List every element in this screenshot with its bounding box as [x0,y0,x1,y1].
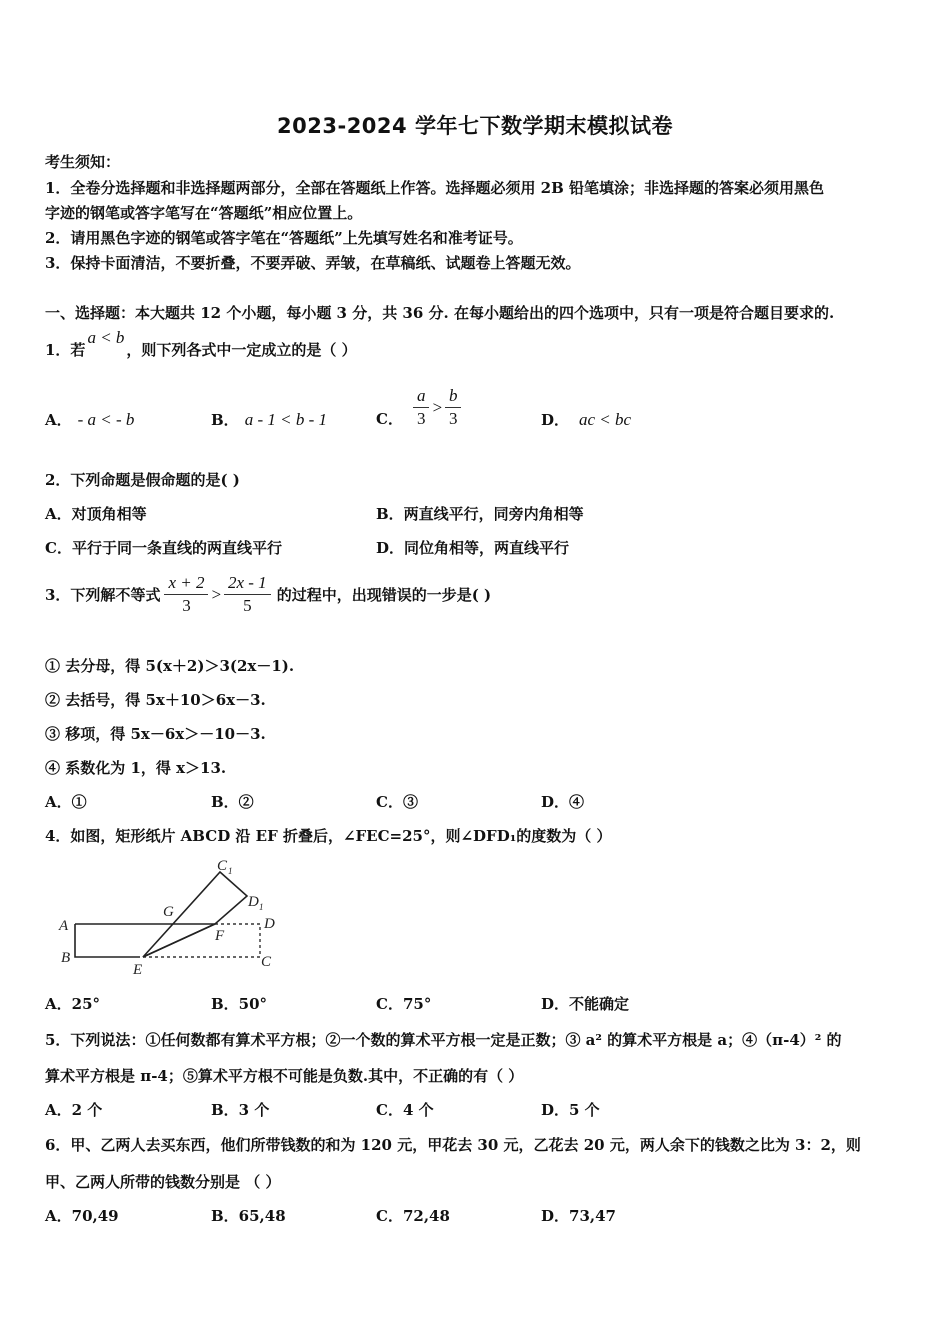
q1-c-frac-2 [445,385,462,430]
notice-line-1b: 字迹的钢笔或答字笔写在“答题纸”相应位置上。 [45,204,363,222]
q1-c-label: C． [376,409,403,428]
q6-option-a: A．70,49 [45,1207,119,1225]
label-d1-sub: 1 [259,902,264,912]
q3-option-a: A．① [45,793,87,811]
section-header: 一、选择题：本大题共 12 个小题，每小题 3 分，共 36 分. 在每小题给出的四个选项中，只有一项是符合题目要求的. [45,304,835,322]
notice-line-1a: 1．全卷分选择题和非选择题两部分，全部在答题纸上作答。选择题必须用 2B 铅笔填涂；非选择题的答案必须用黑色 [45,179,825,197]
label-c1: C [217,858,228,874]
q1-c-num-2: b [445,385,462,408]
q4-option-b: B．50° [211,995,268,1013]
q6-option-d: D．73,47 [541,1207,616,1225]
q3-op: > [210,584,222,604]
q1-c-frac-1 [413,385,430,430]
q3-den-1: 3 [182,596,191,615]
q1-stem [45,328,357,360]
notice-line-3: 3．保持卡面清洁，不要折叠，不要弄破、弄皱，在草稿纸、试题卷上答题无效。 [45,254,581,272]
q3-option-b: B．② [211,793,254,811]
label-f: F [215,928,225,944]
q1-c-den-1: 3 [416,409,426,428]
q1-c-op: > [431,397,443,417]
q2-option-a: A．对顶角相等 [45,505,147,523]
q2-option-c: C．平行于同一条直线的两直线平行 [45,539,282,557]
folded-flap [143,872,247,957]
q1-a-text: - a < - b [77,410,135,429]
q1-condition: a < b [87,328,125,347]
notice-line-2: 2．请用黑色字迹的钢笔或答字笔在“答题纸”上先填写姓名和准考证号。 [45,229,523,247]
q5-option-a: A．2 个 [45,1101,103,1119]
q2-option-d: D．同位角相等，两直线平行 [376,539,570,557]
q3-prefix: 3．下列解不等式 [45,585,161,604]
q1-a-label: A． [45,411,72,429]
q3-den-2: 5 [243,596,252,615]
q3-num-2: 2x - 1 [224,572,271,595]
label-b: B [61,950,71,966]
q1-c-num-1: a [413,385,430,408]
q3-frac-1 [164,572,208,617]
label-d: D [264,916,275,932]
q5-line-1: 5．下列说法：①任何数都有算术平方根；②一个数的算术平方根一定是正数；③ a² 的算术平方根是 a；④（π-4）² 的 [45,1031,842,1049]
q4-option-a: A．25° [45,995,101,1013]
q1-option-a [45,410,134,430]
q2-stem: 2．下列命题是假命题的是( ) [45,471,240,489]
q5-option-b: B．3 个 [211,1101,270,1119]
q3-frac-2 [224,572,271,617]
notice-heading: 考生须知： [45,153,121,171]
q1-b-label: B． [211,411,239,429]
label-a: A [59,918,69,934]
q3-option-d: D．④ [541,793,585,811]
q3-step-1: ① 去分母，得 5(x＋2)＞3(2x－1). [45,657,295,675]
q2-option-b: B．两直线平行，同旁内角相等 [376,505,584,523]
q1-c-den-2: 3 [448,409,458,428]
q3-num-1: x + 2 [164,572,208,595]
q3-step-4: ④ 系数化为 1，得 x＞13. [45,759,227,777]
fold-line-ef [143,924,215,957]
q1-b-text: a - 1 < b - 1 [244,410,327,429]
q4-figure [55,858,280,982]
q5-option-d: D．5 个 [541,1101,600,1119]
q4-option-d: D．不能确定 [541,995,630,1013]
page-title: 2023-2024 学年七下数学期末模拟试卷 [277,114,673,138]
label-c: C [261,954,272,970]
q1-suffix: ，则下列各式中一定成立的是（ ） [126,341,357,359]
q6-option-b: B．65,48 [211,1207,286,1225]
q3-option-c: C．③ [376,793,418,811]
q5-line-2: 算术平方根是 π-4；⑤算术平方根不可能是负数.其中，不正确的有（ ） [45,1067,524,1085]
label-d1: D [248,894,259,910]
q6-line-1: 6．甲、乙两人去买东西，他们所带钱数的和为 120 元，甲花去 30 元，乙花去 20 元，两人余下的钱数之比为 3：2，则 [45,1136,861,1154]
q6-line-2: 甲、乙两人所带的钱数分别是 （ ） [45,1173,281,1191]
rect-edge-abe [75,924,140,957]
q3-stem [45,572,491,617]
q1-d-label: D． [541,411,570,429]
q4-stem: 4．如图，矩形纸片 ABCD 沿 EF 折叠后，∠FEC=25°，则∠DFD₁的度数为（ ） [45,827,612,845]
label-c1-sub: 1 [228,866,233,876]
q3-step-3: ③ 移项，得 5x－6x＞－10－3. [45,725,266,743]
q1-prefix: 1．若 [45,341,86,359]
q1-option-c [376,385,461,430]
q5-option-c: C．4 个 [376,1101,434,1119]
q1-d-text: ac < bc [579,410,632,429]
fold-diagram [55,858,280,978]
label-g: G [163,904,174,920]
q3-suffix: 的过程中，出现错误的一步是( ) [276,585,492,604]
q3-step-2: ② 去括号，得 5x＋10＞6x－3. [45,691,266,709]
q6-option-c: C．72,48 [376,1207,450,1225]
q1-option-d [541,410,631,430]
q1-option-b [211,410,327,430]
label-e: E [133,962,143,978]
q4-option-c: C．75° [376,995,432,1013]
